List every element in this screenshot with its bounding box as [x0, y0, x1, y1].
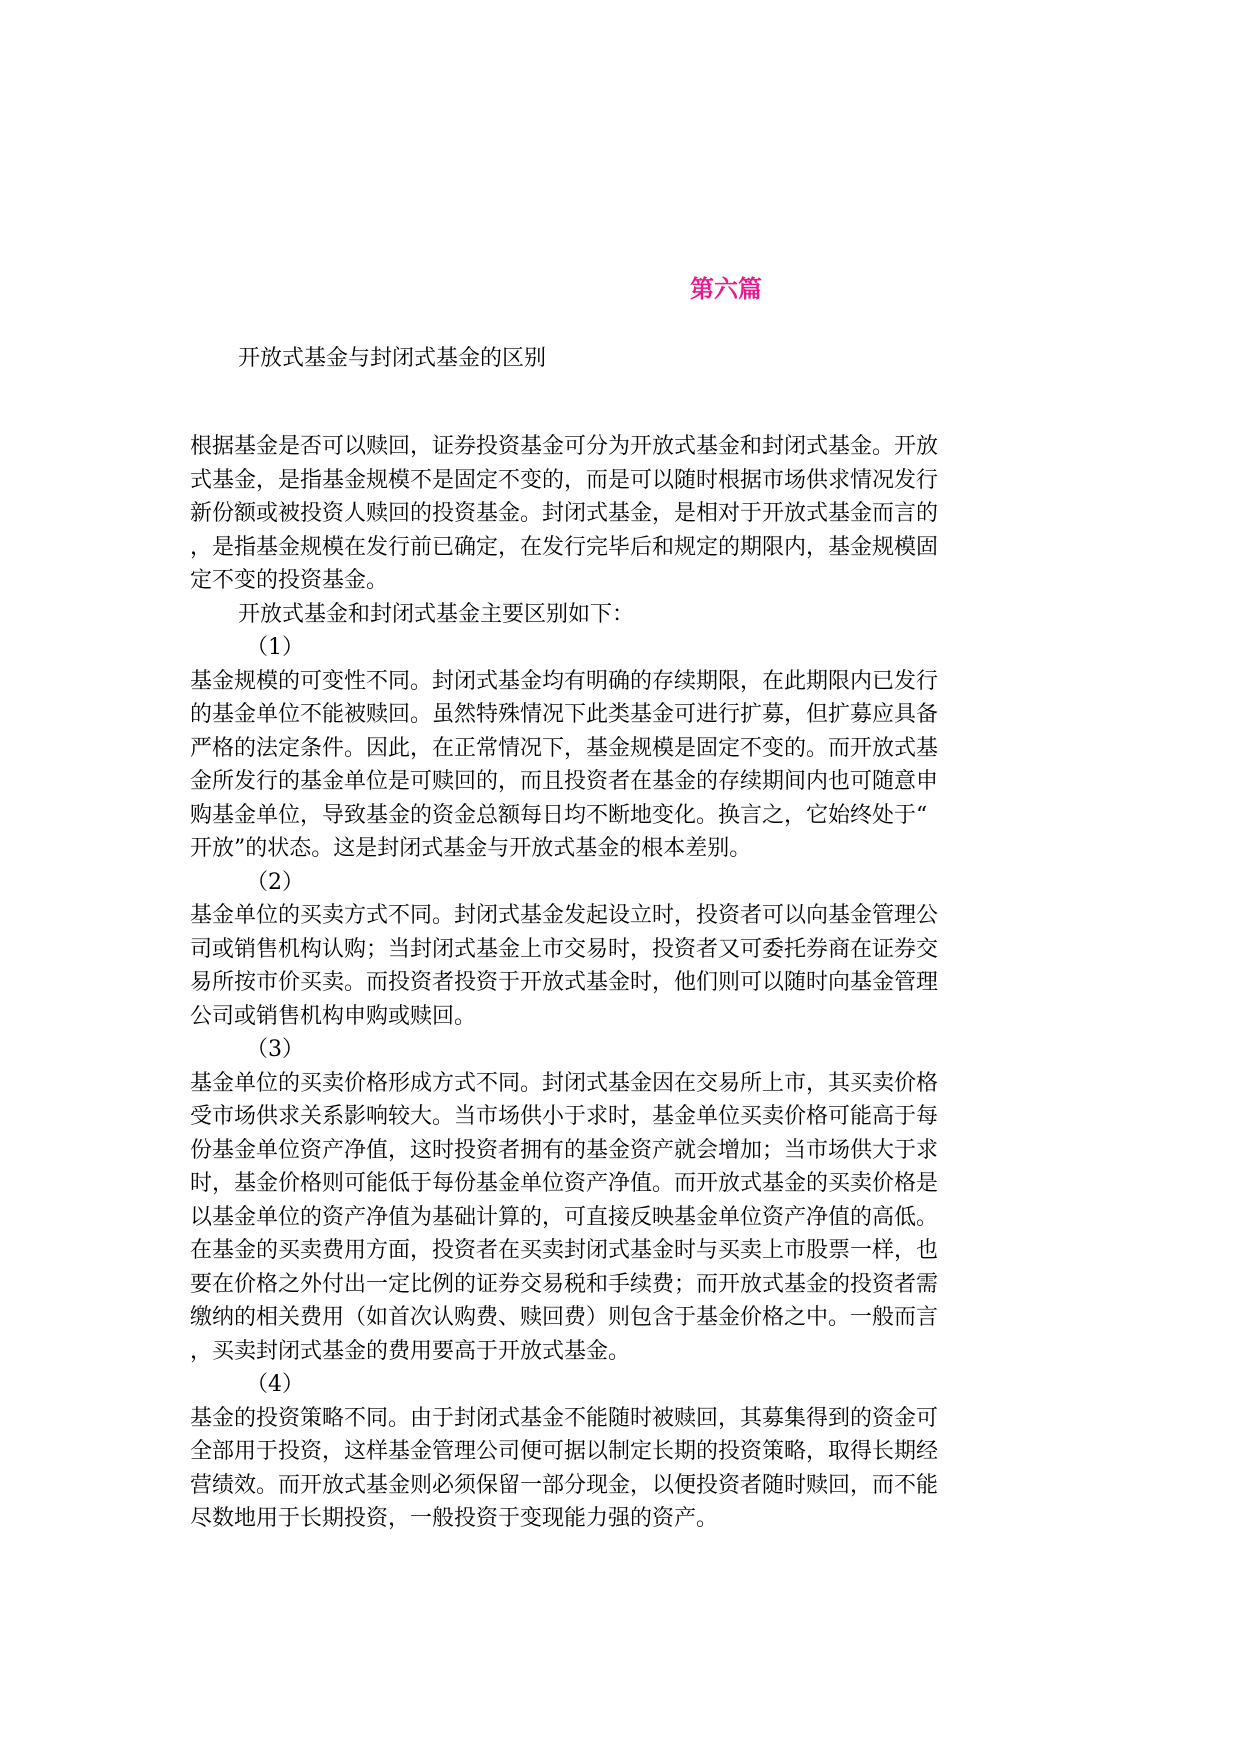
text-line: 受市场供求关系影响较大。当市场供小于求时，基金单位买卖价格可能高于每 [190, 1104, 939, 1129]
text-line: 式基金，是指基金规模不是固定不变的，而是可以随时根据市场供求情况发行 [190, 467, 939, 493]
text-line: 时，基金价格则可能低于每份基金单位资产净值。而开放式基金的买卖价格是 [190, 1171, 939, 1196]
chapter-heading: 第六篇 [690, 274, 762, 303]
item-number: （1） [246, 635, 304, 660]
body-text [190, 430, 1040, 1536]
text-line: 基金的投资策略不同。由于封闭式基金不能随时被赎回，其募集得到的资金可 [190, 1405, 939, 1431]
text-line: 在基金的买卖费用方面，投资者在买卖封闭式基金时与买卖上市股票一样，也 [190, 1238, 939, 1263]
text-line: 根据基金是否可以赎回，证券投资基金可分为开放式基金和封闭式基金。开放 [190, 434, 939, 459]
text-line: 定不变的投资基金。 [190, 568, 389, 593]
text-line: 易所按市价买卖。而投资者投资于开放式基金时，他们则可以随时向基金管理 [190, 970, 939, 995]
text-line: 全部用于投资，这样基金管理公司便可据以制定长期的投资策略，取得长期经 [190, 1439, 939, 1464]
text-line: ，买卖封闭式基金的费用要高于开放式基金。 [190, 1338, 631, 1364]
text-line: 购基金单位，导致基金的资金总额每日均不断地变化。换言之，它始终处于“ [190, 802, 928, 828]
text-line: 司或销售机构认购；当封闭式基金上市交易时，投资者又可委托券商在证券交 [190, 936, 939, 962]
item-number: （3） [246, 1037, 304, 1062]
text-line: 公司或销售机构申购或赎回。 [190, 1003, 477, 1029]
item-number: （4） [246, 1372, 304, 1397]
text-line: 开放”的状态。这是封闭式基金与开放式基金的根本差别。 [190, 836, 752, 861]
text-line: 基金单位的买卖价格形成方式不同。封闭式基金因在交易所上市，其买卖价格 [190, 1070, 939, 1096]
text-line: 基金单位的买卖方式不同。封闭式基金发起设立时，投资者可以向基金管理公 [190, 903, 939, 928]
text-line: 严格的法定条件。因此，在正常情况下，基金规模是固定不变的。而开放式基 [190, 735, 939, 761]
text-line: ，是指基金规模在发行前已确定，在发行完毕后和规定的期限内，基金规模固 [190, 534, 939, 560]
text-line: 以基金单位的资产净值为基础计算的，可直接反映基金单位资产净值的高低。 [190, 1204, 939, 1230]
intro-line: 开放式基金和封闭式基金主要区别如下： [238, 601, 635, 627]
document-subtitle: 开放式基金与封闭式基金的区别 [238, 346, 547, 371]
item-number: （2） [246, 869, 304, 895]
text-line: 新份额或被投资人赎回的投资基金。封闭式基金，是相对于开放式基金而言的 [190, 501, 939, 526]
text-line: 基金规模的可变性不同。封闭式基金均有明确的存续期限，在此期限内已发行 [190, 668, 939, 694]
text-line: 尽数地用于长期投资，一般投资于变现能力强的资产。 [190, 1506, 719, 1531]
text-line: 营绩效。而开放式基金则必须保留一部分现金，以便投资者随时赎回，而不能 [190, 1472, 939, 1498]
text-line: 金所发行的基金单位是可赎回的，而且投资者在基金的存续期间内也可随意申 [190, 769, 939, 794]
text-line: 份基金单位资产净值，这时投资者拥有的基金资产就会增加；当市场供大于求 [190, 1137, 939, 1163]
text-line: 的基金单位不能被赎回。虽然特殊情况下此类基金可进行扩募，但扩募应具备 [190, 702, 939, 727]
text-line: 要在价格之外付出一定比例的证券交易税和手续费；而开放式基金的投资者需 [190, 1271, 939, 1297]
text-line: 缴纳的相关费用（如首次认购费、赎回费）则包含于基金价格之中。一般而言 [190, 1305, 939, 1330]
